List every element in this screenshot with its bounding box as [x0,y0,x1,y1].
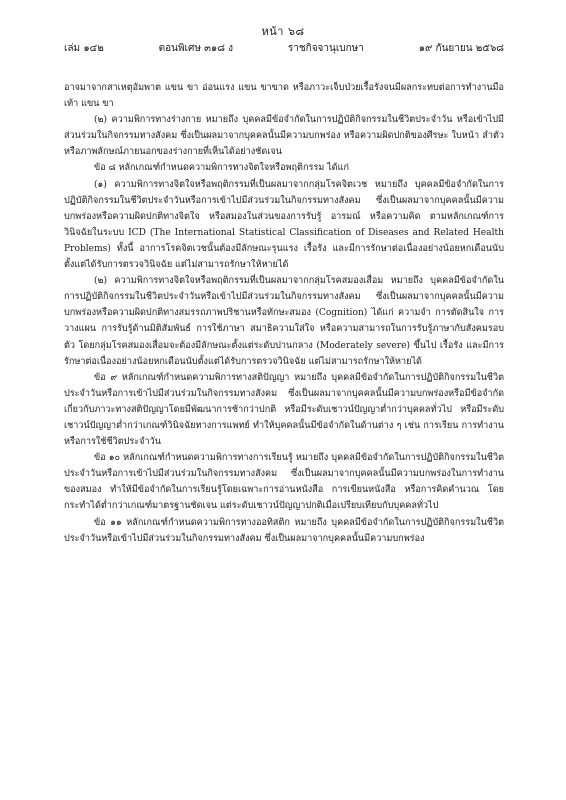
paragraph: (๒) ความพิการทางร่างกาย หมายถึง บุคคลมีข้อจำกัดในการปฏิบัติกิจกรรมในชีวิตประจำวัน หรือเข้าไปมีส่วนร่วมในกิจกรรมทางสังคม ซึ่งเป็นผลมาจากบุคคลนั้นมีความบกพร่อง หรือความผิดปกติของศีรษะ ใบหน้า ลำตัว หรือภาพลักษณ์ภายนอกของร่างกายที่เห็นได้อย่างชัดเจน [64,115,504,158]
paragraph: ข้อ ๘ หลักเกณฑ์กำหนดความพิการทางจิตใจหรือพฤติกรรม ได้แก่ [94,163,349,174]
paragraph: ข้อ ๑๑ หลักเกณฑ์กำหนดความพิการทางออทิสติก หมายถึง บุคคลมีข้อจำกัดในการปฏิบัติกิจกรรมในชีวิตประจำวันหรือเข้าไปมีส่วนร่วมในกิจกรรมทางสังคม ซึ่งเป็นผลมาจากบุคคลนั้นมีความบกพร่อง [64,517,504,544]
paragraph: (๑) ความพิการทางจิตใจหรือพฤติกรรมที่เป็นผลมาจากกลุ่มโรคจิตเวช หมายถึง บุคคลมีข้อจำกัดในการปฏิบัติกิจกรรมในชีวิตประจำวันหรือการเข้าไปมีส่วนร่วมในกิจกรรมทางสังคม ซึ่งเป็นผลมาจากบุคคลนั้นมีความบกพร่องหรือความผิดปกติทางจิตใจ หรือสมองในส่วนของการรับรู้ อารมณ์ หรือความคิด ตามหลักเกณฑ์การวินิจฉัยในระบบ ICD (The International Statistical Classification of Diseases and Related Health Problems) ทั้งนี้ อาการโรคจิตเวชนั้นต้องมีลักษณะรุนแรง เรื้อรัง และมีการรักษาต่อเนื่องอย่างน้อยหกเดือนนับตั้งแต่ได้รับการตรวจวินิจฉัย แต่ไม่สามารถรักษาให้หายได้ [64,179,504,271]
publication-name: ราชกิจจานุเบกษา [287,43,364,54]
page-number: หน้า ๖๘ [261,25,305,38]
paragraph: (๒) ความพิการทางจิตใจหรือพฤติกรรมที่เป็นผลมาจากกลุ่มโรคสมองเสื่อม หมายถึง บุคคลมีข้อจำกัดในการปฏิบัติกิจกรรมในชีวิตประจำวันหรือเข้าไปมีส่วนร่วมในกิจกรรมทางสังคม ซึ่งเป็นผลมาจากบุคคลนั้นมีความบกพร่องหรือความผิดปกติทางสมรรถภาพปริชานหรือทักษะสมอง (Cognition) ได้แก่ ความจำ การตัดสินใจ การวางแผน การรับรู้ด้านมิติสัมพันธ์ การใช้ภาษา สมาธิความใส่ใจ หรือความสามารถในการรับรู้ภาษากับสังคมรอบตัว โดยกลุ่มโรคสมองเสื่อมจะต้องมีลักษณะตั้งแต่ระดับปานกลาง (Moderately severe) ขึ้นไป เรื้อรัง และมีการรักษาต่อเนื่องอย่างน้อยหกเดือนนับตั้งแต่ได้รับการตรวจวินิจฉัย แต่ไม่สามารถรักษาให้หายได้ [64,276,504,367]
paragraph: อาจมาจากสาเหตุอัมพาต แขน ขา อ่อนแรง แขน ขาขาด หรือภาวะเจ็บป่วยเรื้อรังจนมีผลกระทบต่อการทำงานมือ เท้า แขน ขา [64,83,504,110]
section-label: ตอนพิเศษ ๓๑๘ ง [158,43,234,54]
gazette-header [64,41,504,56]
publication-date: ๑๙ กันยายน ๒๕๖๘ [418,43,504,54]
paragraph: ข้อ ๙ หลักเกณฑ์กำหนดความพิการทางสติปัญญา หมายถึง บุคคลมีข้อจำกัดในการปฏิบัติกิจกรรมในชีวิตประจำวันหรือการเข้าไปมีส่วนร่วมในกิจกรรมทางสังคม ซึ่งเป็นผลมาจากบุคคลนั้นมีความบกพร่องหรือมีข้อจำกัดเกี่ยวกับภาวะทางสติปัญญาโดยมีพัฒนาการช้ากว่าปกติ หรือมีระดับเชาวน์ปัญญาต่ำกว่าบุคคลทั่วไป หรือมีระดับเชาวน์ปัญญาต่ำกว่าเกณฑ์วินิจฉัยทางการแพทย์ ทำให้บุคคลนั้นมีข้อจำกัดในด้านต่าง ๆ เช่น การเรียน การทำงาน หรือการใช้ชีวิตประจำวัน [64,372,504,448]
body-text [64,80,504,547]
volume-label: เล่ม ๑๔๒ [64,43,104,54]
paragraph: ข้อ ๑๐ หลักเกณฑ์กำหนดความพิการทางการเรียนรู้ หมายถึง บุคคลมีข้อจำกัดในการปฏิบัติกิจกรรมในชีวิตประจำวันหรือการเข้าไปมีส่วนร่วมในกิจกรรมทางสังคม ซึ่งเป็นผลมาจากบุคคลนั้นมีความบกพร่องในการทำงานของสมอง ทำให้มีข้อจำกัดในการเรียนรู้โดยเฉพาะการอ่านหนังสือ การเขียนหนังสือ หรือการคิดคำนวณ โดยกระทำได้ต่ำกว่าเกณฑ์มาตรฐานชัดเจน แต่ระดับเชาวน์ปัญญาปกติเมื่อเปรียบเทียบกับบุคคลทั่วไป [64,453,504,512]
